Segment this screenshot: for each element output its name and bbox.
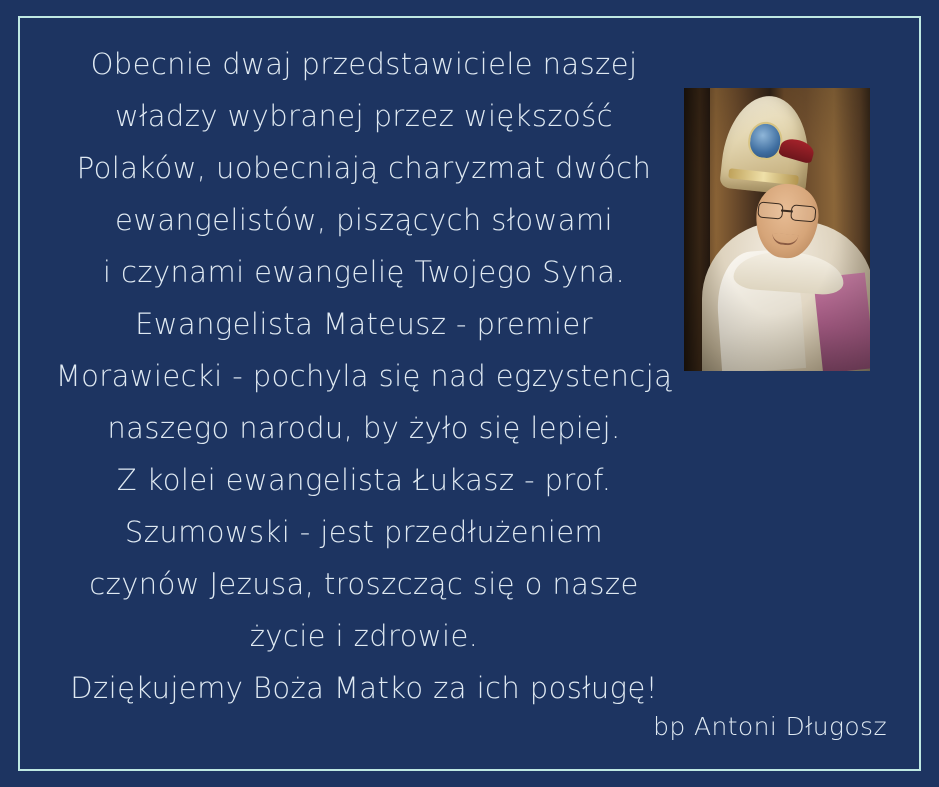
mitre-medallion [746, 120, 784, 161]
mitre-band [728, 168, 799, 185]
quote-line: Dziękujemy Boża Matko za ich posługę! [70, 671, 658, 705]
bishop-portrait-photo [684, 88, 870, 371]
quote-line: Ewangelista Mateusz - premier [135, 307, 593, 341]
quote-line: czynów Jezusa, troszcząc się o nasze [89, 567, 639, 601]
quote-line: Szumowski - jest przedłużeniem [124, 515, 604, 549]
quote-line: i czynami ewangelię Twojego Syna. [102, 255, 626, 289]
quote-line: władzy wybranej przez większość [115, 99, 613, 133]
quote-line: życie i zdrowie. [249, 619, 479, 653]
glasses-lens-right [790, 204, 816, 222]
quote-line: Morawiecki - pochyla się nad egzystencją [55, 359, 673, 393]
glasses-lens-left [757, 201, 783, 219]
quote-text [34, 38, 694, 714]
quote-line: Polaków, uobecniają charyzmat dwóch [76, 151, 652, 185]
quote-line: ewangelistów, piszących słowami [115, 203, 613, 237]
author-signature: bp Antoni Długosz [653, 712, 887, 741]
quote-line: Obecnie dwaj przedstawiciele naszej [90, 47, 638, 81]
quote-line: naszego narodu, by żyło się lepiej. [107, 411, 621, 445]
quote-line: Z kolei ewangelista Łukasz - prof. [116, 463, 612, 497]
photo-background [684, 88, 870, 371]
